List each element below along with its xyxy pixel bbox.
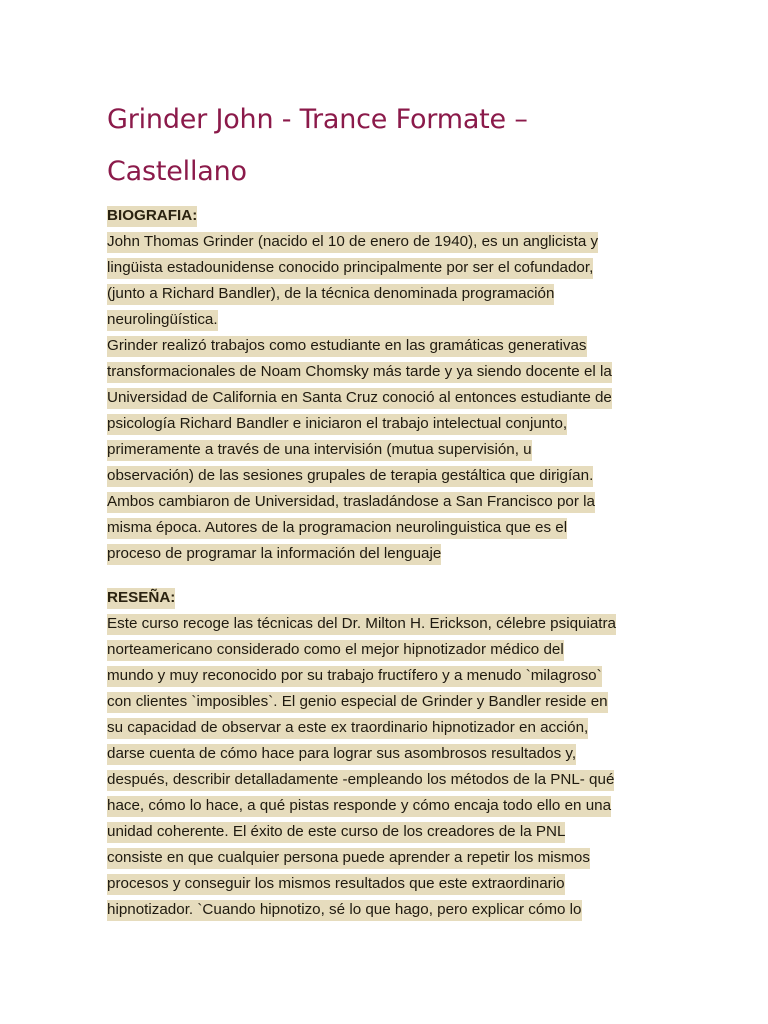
paragraph-line: neurolingüística. [107, 307, 667, 333]
paragraph-line: norteamericano considerado como el mejor hipnotizador médico del [107, 637, 667, 663]
paragraph-line: primeramente a través de una intervisión (mutua supervisión, u [107, 437, 667, 463]
review-heading: RESEÑA: [107, 585, 667, 611]
title-line: Castellano [107, 156, 247, 187]
paragraph-line: Este curso recoge las técnicas del Dr. Milton H. Erickson, célebre psiquiatra [107, 611, 667, 637]
paragraph-line: procesos y conseguir los mismos resultados que este extraordinario [107, 871, 667, 897]
paragraph-line: Ambos cambiaron de Universidad, trasladándose a San Francisco por la [107, 489, 667, 515]
paragraph-line: con clientes `imposibles`. El genio especial de Grinder y Bandler reside en [107, 689, 667, 715]
paragraph-line: consiste en que cualquier persona puede aprender a repetir los mismos [107, 845, 667, 871]
review-section [107, 585, 667, 923]
paragraph-line: unidad coherente. El éxito de este curso de los creadores de la PNL [107, 819, 667, 845]
paragraph-line: Grinder realizó trabajos como estudiante en las gramáticas generativas [107, 333, 667, 359]
paragraph-line: lingüista estadounidense conocido principalmente por ser el cofundador, [107, 255, 667, 281]
paragraph-line: proceso de programar la información del lenguaje [107, 541, 667, 567]
paragraph-line: su capacidad de observar a este ex traordinario hipnotizador en acción, [107, 715, 667, 741]
paragraph-line: darse cuenta de cómo hace para lograr sus asombrosos resultados y, [107, 741, 667, 767]
paragraph-line: Universidad de California en Santa Cruz conoció al entonces estudiante de [107, 385, 667, 411]
biography-section [107, 203, 667, 567]
paragraph-line: transformacionales de Noam Chomsky más tarde y ya siendo docente el la [107, 359, 667, 385]
biography-heading: BIOGRAFIA: [107, 203, 667, 229]
paragraph-line: John Thomas Grinder (nacido el 10 de enero de 1940), es un anglicista y [107, 229, 667, 255]
document-title [107, 94, 707, 198]
paragraph-line: hipnotizador. `Cuando hipnotizo, sé lo que hago, pero explicar cómo lo [107, 897, 667, 923]
paragraph-line: mundo y muy reconocido por su trabajo fructífero y a menudo `milagroso` [107, 663, 667, 689]
paragraph-line: hace, cómo lo hace, a qué pistas responde y cómo encaja todo ello en una [107, 793, 667, 819]
paragraph-line: observación) de las sesiones grupales de terapia gestáltica que dirigían. [107, 463, 667, 489]
paragraph-line: psicología Richard Bandler e iniciaron el trabajo intelectual conjunto, [107, 411, 667, 437]
title-line: Grinder John - Trance Formate – [107, 104, 528, 135]
paragraph-line: después, describir detalladamente -empleando los métodos de la PNL- qué [107, 767, 667, 793]
paragraph-line: misma época. Autores de la programacion neurolinguistica que es el [107, 515, 667, 541]
paragraph-line: (junto a Richard Bandler), de la técnica denominada programación [107, 281, 667, 307]
